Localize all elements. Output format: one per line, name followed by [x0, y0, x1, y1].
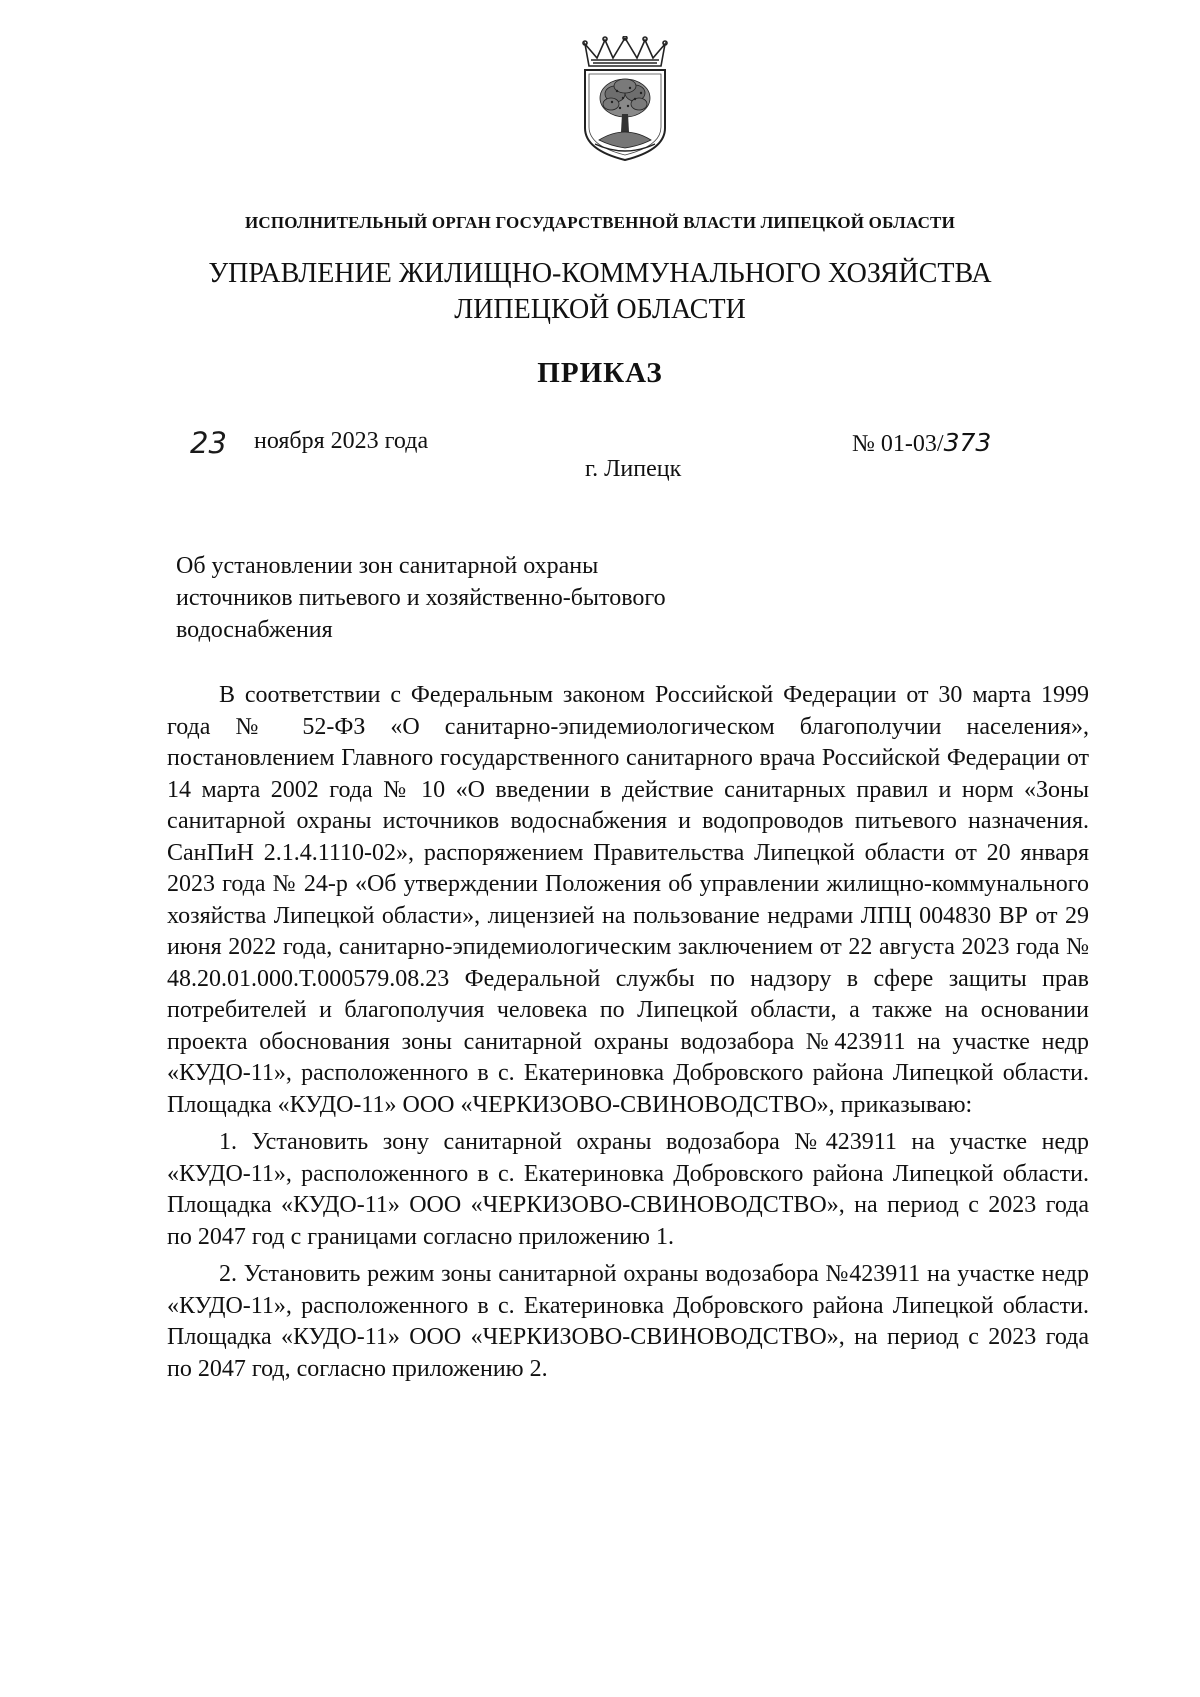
organization-name [0, 256, 1200, 328]
order-subject-line-1: Об установлении зон санитарной охраны [176, 553, 599, 579]
order-number [852, 428, 991, 458]
order-item-2: 2. Установить режим зоны санитарной охраны водозабора №423911 на участке недр «КУДО-11», расположенного в с. Екатериновка Добровского района Липецкой области. Площадка «КУДО-11» ООО «ЧЕРКИЗОВО-СВИНОВОДСТВО», на период с 2023 года по 2047 год, согласно приложению 2. [167, 1261, 1089, 1382]
city-name: г. Липецк [585, 456, 682, 482]
document-type-title: ПРИКАЗ [537, 357, 663, 389]
organization-name-line-1: УПРАВЛЕНИЕ ЖИЛИЩНО-КОММУНАЛЬНОГО ХОЗЯЙСТВА [208, 258, 992, 289]
order-number-handwritten: 373 [943, 428, 992, 457]
executive-body-line: ИСПОЛНИТЕЛЬНЫЙ ОРГАН ГОСУДАРСТВЕННОЙ ВЛАСТИ ЛИПЕЦКОЙ ОБЛАСТИ [244, 213, 956, 232]
organization-name-line-2: ЛИПЕЦКОЙ ОБЛАСТИ [454, 294, 746, 325]
order-item-1: 1. Установить зону санитарной охраны водозабора №423911 на участке недр «КУДО-11», расположенного в с. Екатериновка Добровского района Липецкой области. Площадка «КУДО-11» ООО «ЧЕРКИЗОВО-СВИНОВОДСТВО», на период с 2023 года по 2047 год с границами согласно приложению 1. [167, 1129, 1089, 1250]
lipetsk-coat-of-arms-icon [575, 36, 675, 164]
order-body [167, 680, 1089, 1385]
preamble-paragraph: В соответствии с Федеральным законом Российской Федерации от 30 марта 1999 года № 52-ФЗ «О санитарно-эпидемиологическом благополучии населения», постановлением Главного государственного санитарного врача Российской Федерации от 14 марта 2002 года № 10 «О введении в действие санитарных правил и норм «Зоны санитарной охраны источников водоснабжения и водопроводов питьевого назначения. СанПиН 2.1.4.1110-02», распоряжением Правительства Липецкой области от 20 января 2023 года № 24-р «Об утверждении Положения об управлении жилищно-коммунального хозяйства Липецкой области», лицензией на пользование недрами ЛПЦ 004830 ВР от 29 июня 2022 года, санитарно-эпидемиологическим заключением от 22 августа 2023 года № 48.20.01.000.Т.000579.08.23 Федеральной службы по надзору в сфере защиты прав потребителей и благополучия человека по Липецкой области, а также на основании проекта обоснования зоны санитарной охраны водозабора №423911 на участке недр «КУДО-11», расположенного в с. Екатериновка Добровского района Липецкой области. Площадка «КУДО-11» ООО «ЧЕРКИЗОВО-СВИНОВОДСТВО», приказываю: [167, 682, 1089, 1118]
order-subject [176, 550, 876, 646]
order-number-prefix: № 01-03/ [852, 431, 944, 457]
date-day-handwritten: 23 [190, 426, 227, 460]
date-text: ноября 2023 года [254, 428, 429, 454]
order-subject-line-2: источников питьевого и хозяйственно-бытового [176, 585, 666, 611]
order-subject-line-3: водоснабжения [176, 617, 333, 643]
